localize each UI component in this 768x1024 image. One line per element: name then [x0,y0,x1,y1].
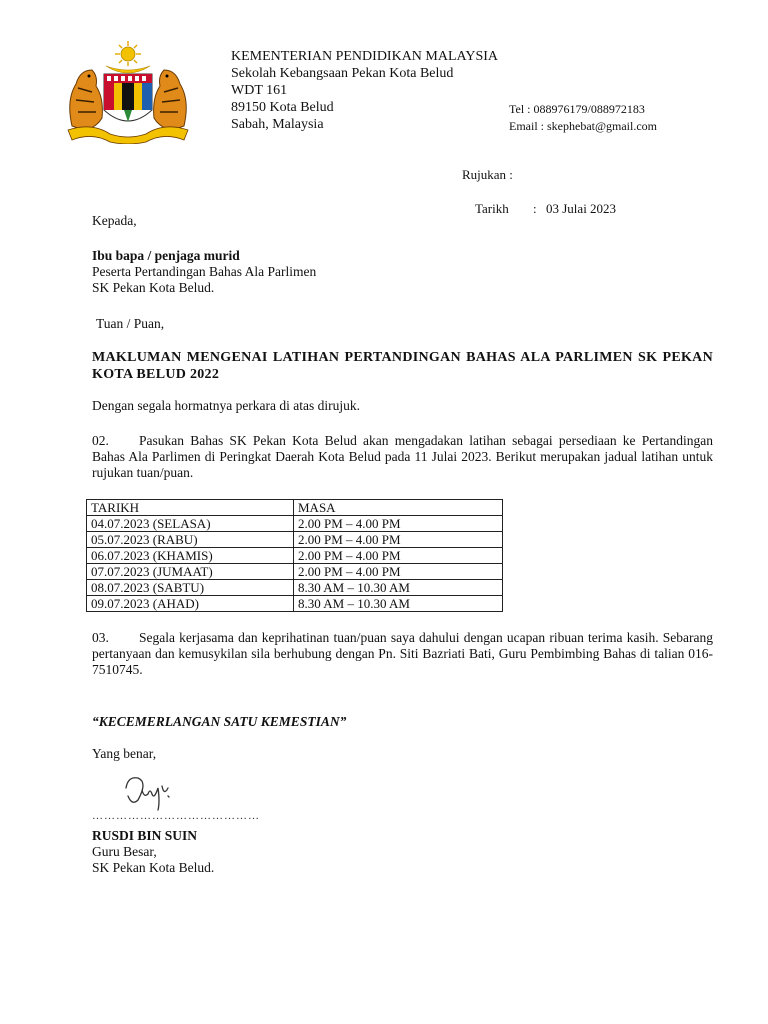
cell-time: 2.00 PM – 4.00 PM [294,548,503,564]
table-row [87,548,503,564]
cell-time: 8.30 AM – 10.30 AM [294,580,503,596]
schedule-table [86,499,503,612]
opening-line: Dengan segala hormatnya perkara di atas dirujuk. [92,398,361,413]
closing-line: Yang benar, [92,746,157,761]
postcode-city: 89150 Kota Belud [231,100,334,115]
table-header-row [87,500,503,516]
email: Email : skephebat@gmail.com [509,119,658,133]
school-code: WDT 161 [231,83,288,98]
table-row [87,596,503,612]
coat-of-arms-icon [62,40,194,144]
kepada-label: Kepada, [92,213,137,228]
paragraph-2-text: Pasukan Bahas SK Pekan Kota Belud akan mengadakan latihan sebagai persediaan ke Pertandingan Bahas Ala Parlimen di Peringkat Daerah Kota Belud pada 11 Julai 2023. Berikut merupakan jadual latihan untuk rujukan tuan/puan. [92,433,713,480]
ministry-name: KEMENTERIAN PENDIDIKAN MALAYSIA [231,49,499,64]
header-masa: MASA [294,500,503,516]
signature-line: …………………………………… [92,810,260,822]
motto: “KECEMERLANGAN SATU KEMESTIAN” [92,714,347,729]
signatory-school: SK Pekan Kota Belud. [92,860,215,875]
cell-time: 2.00 PM – 4.00 PM [294,564,503,580]
signature-icon [118,766,188,814]
paragraph-3 [92,630,713,678]
table-row [87,516,503,532]
paragraph-2-number: 02. [92,433,109,448]
rujukan-label: Rujukan : [462,167,513,182]
letterhead [231,48,498,133]
cell-date: 05.07.2023 (RABU) [87,532,294,548]
paragraph-3-text: Segala kerjasama dan keprihatinan tuan/puan saya dahului dengan ucapan ribuan terima kasih. Sebarang pertanyaan dan kemusykilan sila berhubung dengan Pn. Siti Bazriati Bati, Guru Pembimbing Bahas di talian 016-7510745. [92,630,713,677]
cell-time: 2.00 PM – 4.00 PM [294,532,503,548]
signatory-title: Guru Besar, [92,844,157,859]
signatory-name: RUSDI BIN SUIN [92,828,198,843]
telephone: Tel : 088976179/088972183 [509,102,645,116]
recipient-block [92,248,713,296]
table-row [87,532,503,548]
paragraph-2 [92,433,713,481]
header-tarikh: TARIKH [87,500,294,516]
tarikh-separator: : [533,201,537,216]
tarikh-label: Tarikh [475,201,509,216]
state-country: Sabah, Malaysia [231,117,324,132]
signatory-block [92,828,713,876]
recipient-line-2: SK Pekan Kota Belud. [92,280,215,295]
salutation: Tuan / Puan, [96,316,165,331]
paragraph-3-number: 03. [92,630,109,645]
cell-date: 08.07.2023 (SABTU) [87,580,294,596]
cell-date: 07.07.2023 (JUMAAT) [87,564,294,580]
recipient-name: Ibu bapa / penjaga murid [92,248,240,263]
cell-time: 8.30 AM – 10.30 AM [294,596,503,612]
tarikh-value: 03 Julai 2023 [546,201,617,216]
table-row [87,564,503,580]
table-row [87,580,503,596]
cell-date: 06.07.2023 (KHAMIS) [87,548,294,564]
contact-info [509,101,657,135]
subject-line: MAKLUMAN MENGENAI LATIHAN PERTANDINGAN BAHAS ALA PARLIMEN SK PEKAN KOTA BELUD 2022 [92,350,713,382]
cell-date: 09.07.2023 (AHAD) [87,596,294,612]
recipient-line-1: Peserta Pertandingan Bahas Ala Parlimen [92,264,317,279]
school-name: Sekolah Kebangsaan Pekan Kota Belud [231,66,454,81]
cell-date: 04.07.2023 (SELASA) [87,516,294,532]
cell-time: 2.00 PM – 4.00 PM [294,516,503,532]
